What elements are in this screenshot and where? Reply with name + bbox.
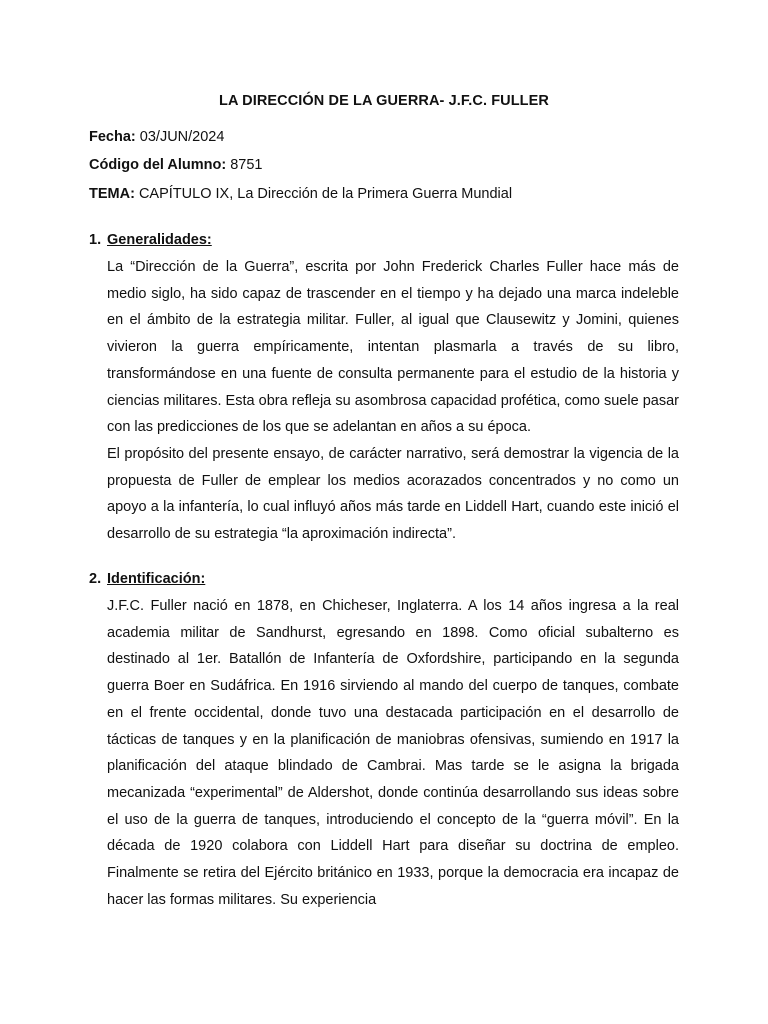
section-number: 2.	[89, 571, 102, 587]
paragraph: La “Dirección de la Guerra”, escrita por John Frederick Charles Fuller hace más de medio siglo, ha sido capaz de trascender en el tiempo y ha dejado una marca indeleble en el ámbito de la estrategia militar. Fuller, al igual que Clausewitz y Jomini, quienes vivieron la guerra empíricamente, intentan plasmarla a través de su libro, transformándose en una fuente de consulta permanente para el estudio de la historia y ciencias militares. Esta obra refleja su asombrosa capacidad profética, como suele pasar con las predicciones de los que se adelantan en años a su época.	[107, 259, 679, 436]
topic-value: CAPÍTULO IX, La Dirección de la Primera Guerra Mundial	[138, 186, 513, 202]
paragraph: J.F.C. Fuller nació en 1878, en Chicheser, Inglaterra. A los 14 años ingresa a la real academia militar de Sandhurst, egresando en 1898. Como oficial subalterno es destinado al 1er. Batallón de Infantería de Oxfordshire, participando en la segunda guerra Boer en Sudáfrica. En 1916 sirviendo al mando del cuerpo de tanques, combate en el frente occidental, donde tuvo una destacada participación en el desarrollo de tácticas de tanques y en la planificación de maniobras ofensivas, sumiendo en 1917 la planificación del ataque blindado de Cambrai. Mas tarde se le asigna la brigada mecanizada “experimental” de Aldershot, donde continúa desarrollando sus ideas sobre el uso de la guerra de tanques, introduciendo el concepto de la “guerra móvil”. En la década de 1920 colabora con Liddell Hart para diseñar su doctrina de empleo. Finalmente se retira del Ejército británico en 1933, porque la democracia era incapaz de hacer las formas militares. Su experiencia	[107, 598, 679, 908]
section-identificacion	[89, 569, 679, 913]
section-heading-label: Generalidades:	[107, 232, 212, 248]
paragraph: El propósito del presente ensayo, de carácter narrativo, será demostrar la vigencia de la propuesta de Fuller de emplear los medios acorazados concentrados y no como un apoyo a la infantería, lo cual influyó años más tarde en Liddell Hart, cuando este inició el desarrollo de su estrategia “la aproximación indirecta”.	[107, 445, 679, 543]
topic-label: TEMA:	[89, 186, 135, 202]
date-value: 03/JUN/2024	[139, 129, 225, 145]
student-code-value: 8751	[230, 157, 263, 173]
document-title: LA DIRECCIÓN DE LA GUERRA- J.F.C. FULLER	[219, 93, 549, 109]
meta-date	[89, 127, 224, 147]
section-heading	[89, 569, 679, 589]
section-heading-label: Identificación:	[107, 571, 206, 587]
section-number: 1.	[89, 232, 102, 248]
date-label: Fecha:	[89, 129, 136, 145]
meta-topic	[89, 184, 512, 204]
section-generalidades	[89, 230, 679, 548]
section-heading	[89, 230, 679, 250]
meta-student-code	[89, 155, 263, 175]
student-code-label: Código del Alumno:	[89, 157, 227, 173]
